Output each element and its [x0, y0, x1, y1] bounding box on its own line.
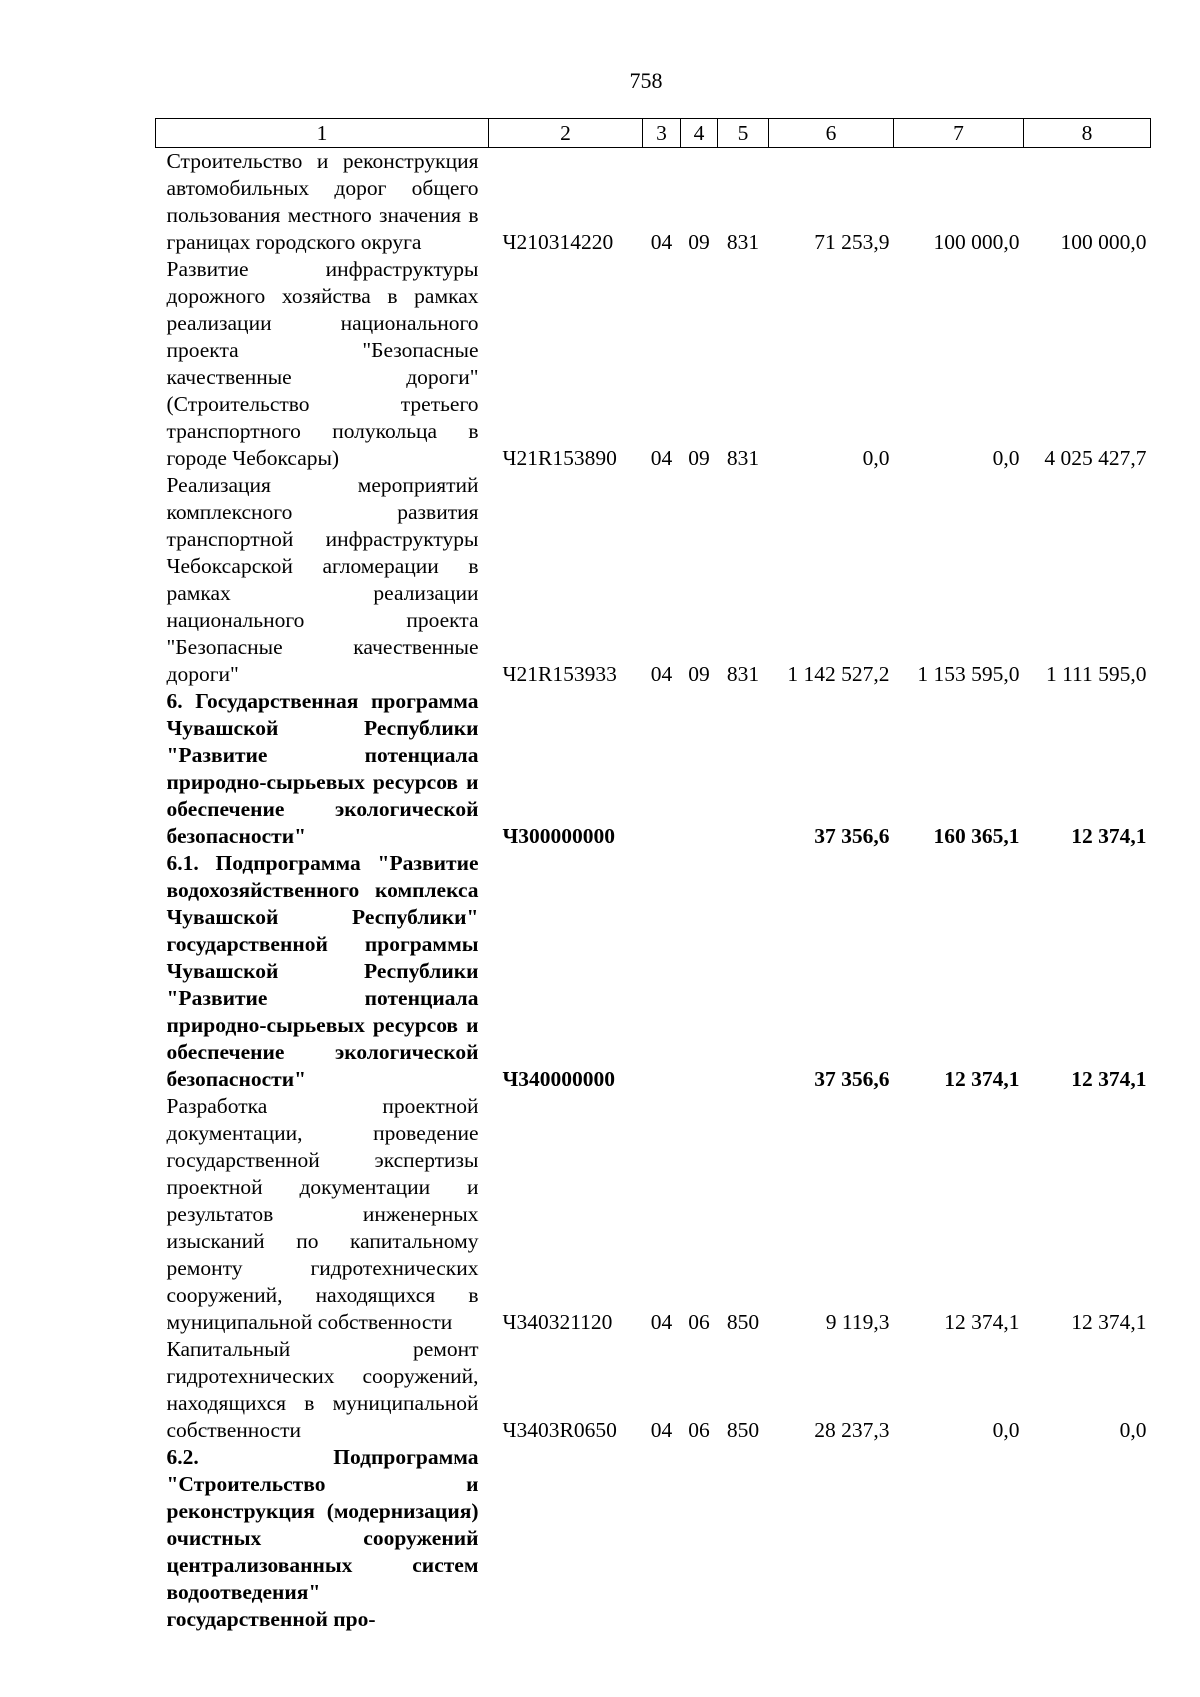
row-value-3: 12 374,1: [1071, 1310, 1147, 1334]
row-section: [643, 688, 681, 850]
column-header: 6: [769, 119, 894, 148]
row-expense-type: [718, 688, 769, 850]
page-number: 758: [629, 68, 663, 93]
row-section: 04: [650, 230, 673, 254]
column-header: 7: [894, 119, 1024, 148]
row-value-2: 12 374,1: [944, 1067, 1020, 1091]
row-value-3: 12 374,1: [1071, 1067, 1147, 1091]
row-name: 6. Государственная программа Чувашской Республики "Развитие потенциала природно-сырьевых ресурсов и обеспечение экологической безопасности": [166, 689, 479, 848]
row-name: Реализация мероприятий комплексного развития транспортной инфраструктуры Чебоксарской агломерации в рамках реализации национального проекта "Безопасные качественные дороги": [166, 473, 479, 686]
row-subsection: [681, 1444, 718, 1633]
row-value-1: 28 237,3: [814, 1418, 890, 1442]
column-header: 5: [718, 119, 769, 148]
row-subsection: 06: [688, 1418, 710, 1442]
table-row-subprogram: [156, 850, 1151, 1093]
row-name: Капитальный ремонт гидротехнических сооружений, находящихся в муниципальной собственности: [166, 1337, 479, 1442]
row-code: Ч21R153933: [502, 662, 617, 686]
row-subsection: 06: [688, 1310, 710, 1334]
table-header: [156, 119, 1151, 148]
row-code: Ч21R153890: [502, 446, 617, 470]
row-expense-type: [718, 850, 769, 1093]
row-expense-type: 850: [726, 1310, 760, 1334]
row-subsection: [681, 688, 718, 850]
budget-table: [155, 118, 1151, 1633]
row-code: [489, 1444, 643, 1633]
column-header: 2: [489, 119, 643, 148]
row-subsection: 09: [688, 230, 710, 254]
column-header: 1: [156, 119, 489, 148]
row-code: Ч3403R0650: [502, 1418, 617, 1442]
row-value-2: 100 000,0: [933, 230, 1020, 254]
row-value-2: 12 374,1: [944, 1310, 1020, 1334]
row-code: Ч210314220: [502, 230, 614, 254]
row-section: 04: [650, 662, 673, 686]
row-subsection: 09: [688, 446, 710, 470]
row-name: Разработка проектной документации, проведение государственной экспертизы проектной документации и результатов инженерных изысканий по капитальному ремонту гидротехнических сооружений, находящихся в муниципальной собственности: [166, 1094, 479, 1334]
row-section: 04: [650, 446, 673, 470]
row-name: 6.2. Подпрограмма "Строительство и реконструкция (модернизация) очистных сооружений централизованных систем водоотведения" государственной про-: [166, 1445, 479, 1631]
table-body: [156, 148, 1151, 1634]
row-value-2: 0,0: [992, 446, 1020, 470]
row-value-2: 1 153 595,0: [917, 662, 1020, 686]
row-code: Ч300000000: [502, 824, 616, 848]
row-value-2: [894, 1444, 1024, 1633]
row-value-3: 100 000,0: [1060, 230, 1147, 254]
row-value-1: 1 142 527,2: [787, 662, 890, 686]
row-value-1: 37 356,6: [814, 1067, 890, 1091]
row-code: Ч340321120: [502, 1310, 613, 1334]
row-value-1: 0,0: [862, 446, 890, 470]
row-expense-type: 831: [726, 230, 760, 254]
row-expense-type: 831: [726, 446, 760, 470]
row-value-2: 0,0: [992, 1418, 1020, 1442]
row-name: Развитие инфраструктуры дорожного хозяйства в рамках реализации национального проекта "Безопасные качественные дороги" (Строительство третьего транспортного полукольца в городе Чебоксары): [166, 257, 479, 470]
row-section: [643, 1444, 681, 1633]
row-value-3: 1 111 595,0: [1045, 662, 1147, 686]
row-value-2: 160 365,1: [933, 824, 1020, 848]
column-header: 8: [1024, 119, 1151, 148]
table-row: [156, 472, 1151, 688]
row-value-1: 37 356,6: [814, 824, 890, 848]
row-value-3: [1024, 1444, 1151, 1633]
row-name: Строительство и реконструкция автомобильных дорог общего пользования местного значения в границах городского округа: [166, 149, 479, 254]
table-row: [156, 148, 1151, 257]
row-value-3: 4 025 427,7: [1044, 446, 1147, 470]
table-row: [156, 256, 1151, 472]
row-value-1: [769, 1444, 894, 1633]
row-section: 04: [650, 1310, 673, 1334]
row-name: 6.1. Подпрограмма "Развитие водохозяйственного комплекса Чувашской Республики" государственной программы Чувашской Республики "Развитие потенциала природно-сырьевых ресурсов и обеспечение экологической безопасности": [166, 851, 479, 1091]
table-row: [156, 1336, 1151, 1444]
row-expense-type: 850: [726, 1418, 760, 1442]
row-section: [643, 850, 681, 1093]
row-section: 04: [650, 1418, 673, 1442]
column-header: 3: [643, 119, 681, 148]
row-value-3: 12 374,1: [1071, 824, 1147, 848]
row-expense-type: [718, 1444, 769, 1633]
row-value-1: 9 119,3: [825, 1310, 890, 1334]
row-value-1: 71 253,9: [814, 230, 890, 254]
table-row-subprogram: [156, 1444, 1151, 1633]
row-expense-type: 831: [726, 662, 760, 686]
row-subsection: [681, 850, 718, 1093]
table-row: [156, 1093, 1151, 1336]
row-value-3: 0,0: [1119, 1418, 1147, 1442]
row-code: Ч340000000: [502, 1067, 616, 1091]
row-subsection: 09: [688, 662, 710, 686]
header-row: [156, 119, 1151, 148]
column-header: 4: [681, 119, 718, 148]
table-row-program: [156, 688, 1151, 850]
